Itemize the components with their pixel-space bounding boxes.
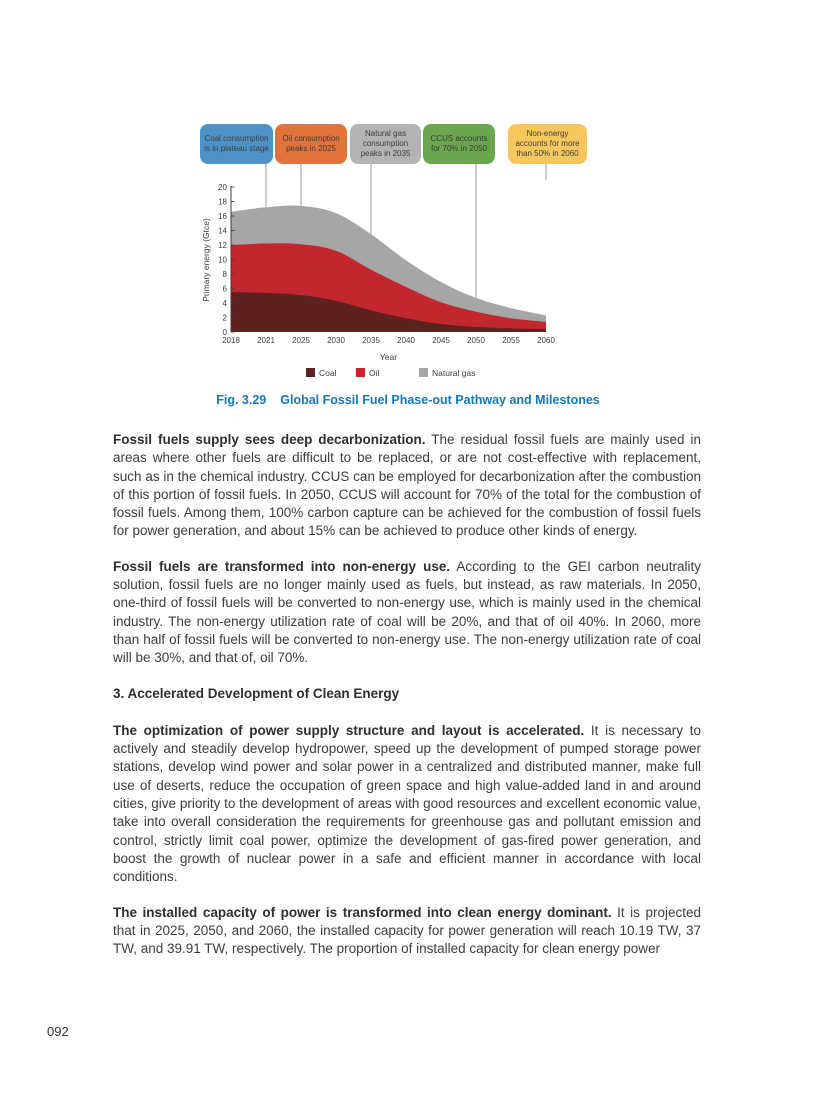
paragraph-lead: Fossil fuels supply sees deep decarbonization.	[113, 432, 426, 447]
page-number: 092	[47, 1024, 69, 1039]
y-tick-label: 18	[218, 197, 227, 207]
section-heading-clean-energy: 3. Accelerated Development of Clean Energy	[113, 685, 400, 701]
callout-coal-plateau: Coal consumption is in plateau stage	[200, 124, 273, 164]
x-tick-label: 2025	[292, 336, 310, 345]
x-tick-label: 2060	[537, 336, 555, 345]
y-tick-label: 14	[218, 226, 227, 236]
legend-label-oil: Oil	[369, 368, 380, 378]
paragraph-non-energy-use	[113, 558, 701, 668]
legend-swatch-coal	[306, 368, 315, 377]
y-tick-label: 12	[218, 240, 227, 250]
legend-swatch-natural-gas	[419, 368, 428, 377]
callout-gas-peak: Natural gas consumption peaks in 2035	[350, 124, 421, 164]
y-tick-label: 2	[222, 313, 227, 323]
x-tick-label: 2030	[327, 336, 345, 345]
paragraph-rest: The residual fossil fuels are mainly used in areas where other fuels are difficult to be replaced, or are not cost-effective with replacement, such as in the chemical industry. CCUS can be employed for decarbonization after the combustion of this portion of fossil fuels. In 2050, CCUS will account for 70% of the total for the combustion of fossil fuels. Among them, 100% carbon capture can be achieved for the combustion of fossil fuels for power generation, and about 15% can be achieved to produce other kinds of energy.	[113, 432, 701, 539]
paragraph-lead: The optimization of power supply structure and layout is accelerated.	[113, 722, 585, 738]
paragraph-installed-capacity	[113, 904, 701, 959]
x-tick-label: 2045	[432, 336, 450, 345]
legend-swatch-oil	[356, 368, 365, 377]
paragraph-decarbonization	[113, 431, 701, 541]
y-tick-label: 0	[222, 327, 227, 337]
paragraph-rest: According to the GEI carbon neutrality solution, fossil fuels are no longer mainly used as fuels, but instead, as raw materials. In 2050, one-third of fossil fuels will be converted to non-energy use, which is mainly used in the chemical industry. The non-energy utilization rate of coal will be 20%, and that of oil 40%. In 2060, more than half of fossil fuels will be converted to non-energy use. The non-energy utilization rate of coal will be 30%, and that of, oil 70%.	[113, 558, 701, 666]
legend-label-coal: Coal	[319, 368, 337, 378]
x-tick-label: 2055	[502, 336, 520, 345]
paragraph-rest: It is necessary to actively and steadily develop hydropower, speed up the development of pumped storage power stations, develop wind power and solar power in a centralized and distributed manner, make full use of deserts, reduce the occupation of green space and high value-added land in and around cities, give priority to the development of areas with good resources and excellent economic value, take into overall consideration the requirements for greenhouse gas and pollutant emission and control, strictly limit coal power, optimize the development of gas-fired power generation, and boost the growth of nuclear power in a safe and efficient manner in accordance with local conditions.	[113, 722, 701, 885]
y-tick-label: 6	[222, 284, 227, 294]
figure-caption-title: Global Fossil Fuel Phase-out Pathway and Milestones	[280, 393, 600, 407]
paragraph-lead: Fossil fuels are transformed into non-energy use.	[113, 558, 451, 574]
figure-3-29	[198, 120, 598, 396]
y-axis-title: Primary energy (Gtce)	[201, 218, 211, 302]
body-text	[113, 431, 701, 975]
callout-ccus: CCUS accounts for 70% in 2050	[423, 124, 495, 164]
y-tick-label: 20	[218, 182, 227, 192]
x-tick-label: 2018	[222, 336, 240, 345]
y-tick-label: 10	[218, 255, 227, 265]
x-tick-label: 2035	[362, 336, 380, 345]
callout-non-energy: Non-energy accounts for more than 50% in 2060	[508, 124, 587, 164]
y-tick-label: 8	[222, 269, 227, 279]
figure-caption-label: Fig. 3.29	[216, 393, 267, 407]
y-tick-label: 4	[222, 298, 227, 308]
paragraph-power-supply	[113, 722, 701, 887]
paragraph-rest: It is projected that in 2025, 2050, and 2060, the installed capacity for power generation will reach 10.19 TW, 37 TW, and 39.91 TW, respectively. The proportion of installed capacity for clean energy power	[113, 904, 701, 957]
legend-label-natural-gas: Natural gas	[432, 368, 476, 378]
x-axis-title: Year	[379, 352, 398, 362]
callout-oil-peak: Oil consumption peaks in 2025	[275, 124, 347, 164]
x-tick-label: 2050	[467, 336, 485, 345]
y-tick-label: 16	[218, 211, 227, 221]
x-tick-label: 2021	[257, 336, 275, 345]
paragraph-lead: The installed capacity of power is transformed into clean energy dominant.	[113, 904, 612, 920]
x-tick-label: 2040	[397, 336, 415, 345]
